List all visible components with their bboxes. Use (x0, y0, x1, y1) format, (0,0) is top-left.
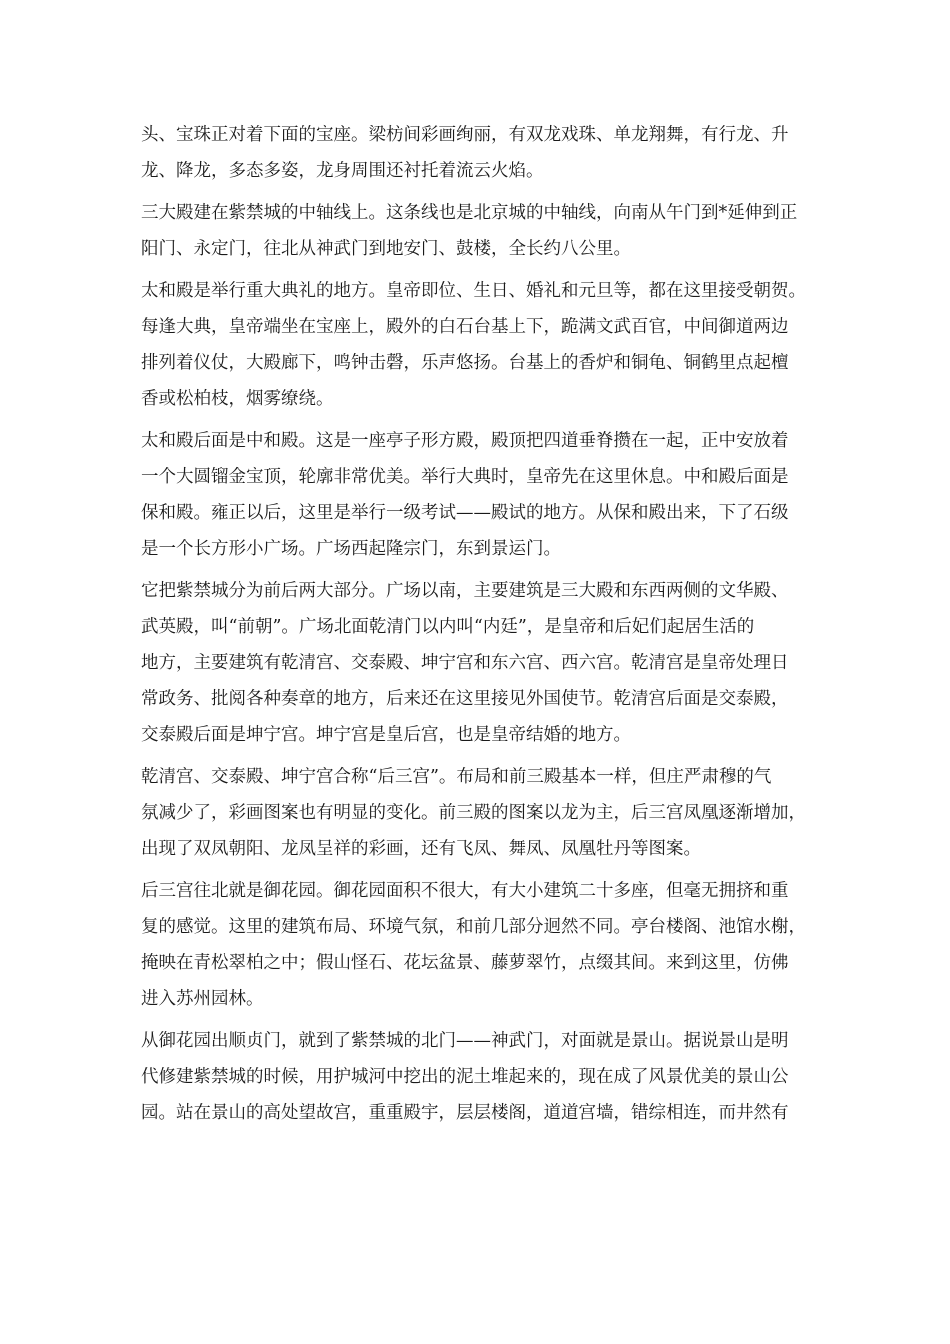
text-line: 龙、降龙，多态多姿，龙身周围还衬托着流云火焰。 (141, 161, 544, 181)
text-line: 进入苏州园林。 (141, 989, 264, 1009)
text-line: 太和殿是举行重大典礼的地方。皇帝即位、生日、婚礼和元旦等，都在这里接受朝贺。 (141, 281, 806, 301)
text-line: 保和殿。雍正以后，这里是举行一级考试——殿试的地方。从保和殿出来，下了石级 (141, 503, 789, 523)
text-line: 三大殿建在紫禁城的中轴线上。这条线也是北京城的中轴线，向南从午门到*延伸到正 (141, 203, 798, 223)
paragraph-8 (141, 1023, 826, 1131)
text-line: 头、宝珠正对着下面的宝座。梁枋间彩画绚丽，有双龙戏珠、单龙翔舞，有行龙、升 (141, 125, 789, 145)
paragraph-5 (141, 573, 826, 753)
text-line: 园。站在景山的高处望故宫，重重殿宇，层层楼阁，道道宫墙，错综相连，而井然有 (141, 1103, 789, 1123)
text-line: 阳门、永定门，往北从神武门到地安门、鼓楼，全长约八公里。 (141, 239, 631, 259)
paragraph-1 (141, 117, 826, 189)
text-line: 从御花园出顺贞门，就到了紫禁城的北门——神武门，对面就是景山。据说景山是明 (141, 1031, 789, 1051)
text-line: 代修建紫禁城的时候，用护城河中挖出的泥土堆起来的，现在成了风景优美的景山公 (141, 1067, 789, 1087)
text-line: 常政务、批阅各种奏章的地方，后来还在这里接见外国使节。乾清宫后面是交泰殿， (141, 689, 789, 709)
paragraph-4 (141, 423, 826, 567)
text-line: 它把紫禁城分为前后两大部分。广场以南，主要建筑是三大殿和东西两侧的文华殿、 (141, 581, 789, 601)
text-line: 一个大圆镏金宝顶，轮廓非常优美。举行大典时，皇帝先在这里休息。中和殿后面是 (141, 467, 789, 487)
text-line: 交泰殿后面是坤宁宫。坤宁宫是皇后宫，也是皇帝结婚的地方。 (141, 725, 631, 745)
text-line: 香或松柏枝，烟雾缭绕。 (141, 389, 334, 409)
text-line: 氛减少了，彩画图案也有明显的变化。前三殿的图案以龙为主，后三宫凤凰逐渐增加， (141, 803, 806, 823)
text-line: 出现了双凤朝阳、龙凤呈祥的彩画，还有飞凤、舞凤、凤凰牡丹等图案。 (141, 839, 701, 859)
text-line: 太和殿后面是中和殿。这是一座亭子形方殿，殿顶把四道垂脊攒在一起，正中安放着 (141, 431, 789, 451)
text-line: 掩映在青松翠柏之中；假山怪石、花坛盆景、藤萝翠竹，点缀其间。来到这里，仿佛 (141, 953, 789, 973)
document-body (141, 117, 826, 1131)
paragraph-2 (141, 195, 826, 267)
text-line: 乾清宫、交泰殿、坤宁宫合称“后三宫”。布局和前三殿基本一样，但庄严肃穆的气 (141, 767, 772, 787)
text-line: 是一个长方形小广场。广场西起隆宗门，东到景运门。 (141, 539, 561, 559)
text-line: 每逢大典，皇帝端坐在宝座上，殿外的白石台基上下，跪满文武百官，中间御道两边 (141, 317, 789, 337)
text-line: 地方，主要建筑有乾清宫、交泰殿、坤宁宫和东六宫、西六宫。乾清宫是皇帝处理日 (141, 653, 789, 673)
text-line: 排列着仪仗，大殿廊下，鸣钟击磬，乐声悠扬。台基上的香炉和铜龟、铜鹤里点起檀 (141, 353, 789, 373)
text-line: 武英殿，叫“前朝”。广场北面乾清门以内叫“内廷”，是皇帝和后妃们起居生活的 (141, 617, 755, 637)
paragraph-3 (141, 273, 826, 417)
paragraph-7 (141, 873, 826, 1017)
text-line: 复的感觉。这里的建筑布局、环境气氛，和前几部分迥然不同。亭台楼阁、池馆水榭， (141, 917, 806, 937)
text-line: 后三宫往北就是御花园。御花园面积不很大，有大小建筑二十多座，但毫无拥挤和重 (141, 881, 789, 901)
paragraph-6 (141, 759, 826, 867)
